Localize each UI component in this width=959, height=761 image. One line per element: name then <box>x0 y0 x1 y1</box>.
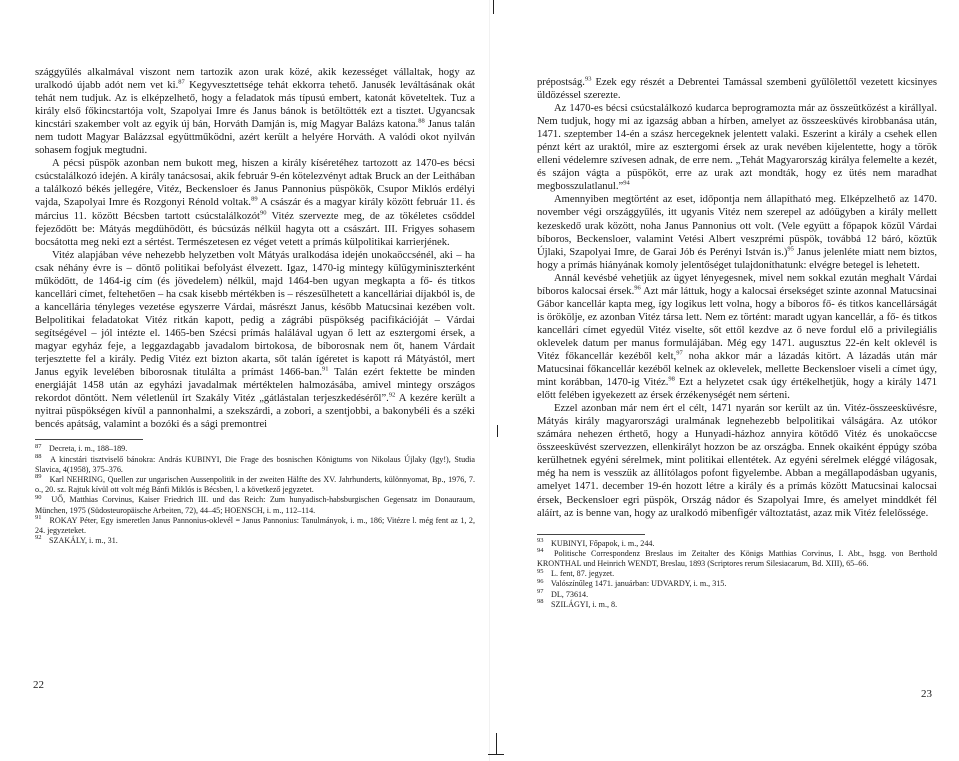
body-paragraph <box>35 157 475 248</box>
footnote-reference: 93 <box>584 75 592 83</box>
paragraph-text: Vitéz alapjában véve nehezebb helyzetben volt Mátyás uralkodása idején unokaöccsénél, aki – ha csak néhány évre is – döntő politikai befolyást élvezett. Igaz, 1470-ig mintegy külügyminiszterként működött, de 1464-ig cím (és jövedelem) nélkül, majd 1464-ben ugyan megkapta a fő- és titkos kancellári címet, feltehetően – ha csak kisebb mértékben is – részesülhetett a kancelláriai díjakból is, de a kancellária tényleges vezetése egyszerre Várdai, másrészt Janus, később Matucsinai kezében volt. Belpolitikai feladatokat Vitéz ritkán kapott, pedig a zágrábi püspökség pacifikációját – Várdai segítségével – jól intézte el. 1465-ben Szécsi prímás halálával ugyan ő lett az esztergomi érsek, a magyar egyház feje, a leggazdagabb javadalom birtokosa, de bíborosnak nem őt, hanem Várdait terjesztette fel a király. Pedig Vitéz ezt bizton akarta, sőt talán ígéretet is kapott rá Mátyástól, mert Janus egyik levelében bíborosnak titulálta a prímást 1466-ban. <box>35 249 475 379</box>
footnote-text: A kincstári tisztviselő bánokra: András KUBINYI, Die Frage des bosnischen Königtums von Nikolaus Újlaky (Igy!), Studia Slavica, 4(1958), 375–376. <box>35 454 475 474</box>
page-number-left: 22 <box>33 679 44 691</box>
paragraph-text: Az 1470-es bécsi csúcstalálkozó kudarca beprogramozta már az összeütközést a királlyal. Nem tudjuk, hogy mi az igazság abban a hírben, amelyet az összeesküvés kirobbanása után, 1471. szeptember 14-én a szász hercegeknek jelentett valaki. Eszerint a király a csehek ellen pénzt kért az uraktól, mire az esztergomi érsek az urak nevében kijelentette, hogy a török elleni védelemre szívesen adnak, de erre nem. „Tehát Magyarország királya felemelte a kezét, és szájon vágta a püspököt, erre az urak azt mondták, hogy ez ütés nem maradhat megbosszulatlanul.” <box>537 103 937 193</box>
footnote: $^{96}$ Valószínűleg 1471. januárban: UDVARDY, i. m., 315. <box>537 577 727 589</box>
left-footnotes <box>35 444 475 546</box>
footnote: $^{92}$ SZAKÁLY, i. m., 31. <box>35 534 118 546</box>
footnote-reference: 95 <box>787 245 794 253</box>
footnote-text: DL, 73614. <box>549 589 589 599</box>
scan-mark-bottom-bar <box>488 754 504 755</box>
body-paragraph <box>537 272 937 402</box>
footnote-text: Valószínűleg 1471. januárban: UDVARDY, i. m., 315. <box>549 579 727 589</box>
paragraph-text: prépostság. <box>537 77 585 88</box>
footnote-text: Karl NEHRING, Quellen zur ungarischen Aussenpolitik in der zweiten Hälfte des XV. Jahrhunderts, különnyomat, Bp., 1976, 7. o., 20. sz. Rajtuk kívül ott volt még Bánfi Miklós is Bécsben, l. a következő jegyzetet. <box>35 474 475 495</box>
footnote-text: L. fent, 87. jegyzet. <box>549 569 615 579</box>
scan-mark-bottom <box>496 733 497 755</box>
footnote-reference: 89 <box>251 195 258 203</box>
footnote: $^{87}$ Decreta, i. m., 188–189. <box>35 442 128 454</box>
footnote: $^{95}$ L. fent, 87. jegyzet. <box>537 567 615 579</box>
right-body-text <box>537 76 937 520</box>
footnote-reference: 92 <box>388 391 396 399</box>
footnote: $^{90}$ UŐ, Matthias Corvinus, Kaiser Friedrich III. und das Reich: Zum hunyadisch-habsburgischen Gegensatz im Donauraum, München, 1975 (Südosteuropäische Arbeiten, 72), 44–45; HOENSCH, i. m., 112–114. <box>35 493 475 515</box>
left-body-text <box>35 66 475 431</box>
paragraph-text: Talán ezért fektette be minden energiáját 1458 után az egyházi javadalmak mértéktelen halmozásába, amivel mintegy országos rekordot döntött. Nem véletlenül írt Szakály Vitéz „gátlástalan terjeszkedéséről”. <box>35 367 475 405</box>
footnote-text: SZILÁGYI, i. m., 8. <box>549 599 618 609</box>
left-text-column <box>35 66 475 546</box>
footnote-text: KUBINYI, Főpapok, i. m., 244. <box>549 538 655 548</box>
footnote: $^{97}$ DL, 73614. <box>537 587 589 599</box>
footnote-reference: 88 <box>418 117 425 125</box>
footnote-reference: 97 <box>676 349 683 357</box>
footnote: $^{98}$ SZILÁGYI, i. m., 8. <box>537 598 618 609</box>
body-paragraph <box>35 66 475 157</box>
right-footnotes <box>537 536 937 610</box>
footnote-reference: 90 <box>259 208 267 216</box>
footnote-reference: 87 <box>178 78 185 86</box>
paragraph-text: Amennyiben megtörtént az eset, időpontja nem állapítható meg. Elképzelhető az 1470. november végi országgyűlés, itt ugyanis Vitéz nem szerepel az adóügyben a király mellett kezeskedő urak között, noha Janus Pannonius ott volt. (Vele együtt a főpapok közül Várdai bíboros, Beckensloer, valamint Vetési Albert veszprémi püspök, továbbá 12 báró, köztük Újlaki, Szapolyai Imre, de Garai Jób és Perényi István is.) <box>537 194 937 258</box>
paragraph-text: Kegyvesztettsége tehát ekkorra tehető. Janusék leváltásának okát tehát nem tudjuk. Az is elképzelhető, hogy a feladatok más típusú embert, katonát követeltek. Tuz a király első főkincstartója volt, Szapolyai Imre és Janus bánok is betöltötték ezt a tisztet. Ugyancsak kincstári szakember volt az egyik új bán, Horváth Damján is, míg Magyar Balázs katona. <box>35 80 475 131</box>
paragraph-text: Ezt a helyzetet csak úgy értékelhetjük, hogy a király 1471 előtt felében igyekezett az érsek érzékenységét nem sérteni. <box>537 377 937 402</box>
paragraph-text: Janus jelenléte miatt nem biztos, hogy a prímás hiányának komoly jelentőséget tulajdoníthatunk: elvégre betegel is lehetett. <box>537 246 937 271</box>
page-gutter <box>489 0 490 761</box>
footnote: $^{89}$ Karl NEHRING, Quellen zur ungarischen Aussenpolitik in der zweiten Hälfte des XV. Jahrhunderts, különnyomat, Bp., 1976, 7. o., 20. sz. Rajtuk kívül ott volt még Bánfi Miklós is Bécsben, l. a következő jegyzetet. <box>35 473 475 495</box>
paragraph-text: noha akkor már a lázadás kitört. A lázadás után már Matucsinai főkancellár kezéből kelnek az oklevelek, mellette Beckensloer viseli a címet úgy, mint korábban, 1470-ig Vitéz. <box>537 350 937 389</box>
paragraph-text: szággyűlés alkalmával viszont nem tartozik azon urak közé, akik kezességet vállaltak, hogy az uralkodó újabb adót nem vet ki. <box>35 67 475 92</box>
body-paragraph <box>537 402 937 519</box>
paragraph-text: Azt már láttuk, hogy a kalocsai érsekséget szinte azonnal Matucsinai Gábor kancellár kapta meg, így logikus lett volna, hogy a bíboros fő- és titkos kancellárságát is örökölje, ez azonban Vitéz társa lett. Nem ez történt: maradt ugyan kancellár, a fő- és titkos kancellári címet egyedül Vitéz viselte, sőt ettől kezdve az ő neve fordul elő a privilegiális oklevelek datum per manus formulájában. Még egy 1471. augusztus 22-én kelt oklevél is Vitéz főkancellár kezéből kelt, <box>537 285 937 362</box>
body-paragraph <box>537 102 937 193</box>
paragraph-text: Ezek egy részét a Debrentei Tamással szembeni gyűlölettől vezetett kicsinyes üldözéssel szerezte. <box>537 77 937 102</box>
footnote-text: SZAKÁLY, i. m., 31. <box>47 536 118 546</box>
scan-mark-middle <box>497 425 498 437</box>
paragraph-text: Vitéz szervezte meg, de az tökéletes csőddel fejeződött be: Mátyás megdühödött, és búcsúzás nélkül hagyta ott a császárt. III. Frigyes sohasem bocsátotta meg neki ezt a sértést. Természetesen ez véget vetett a prímás külpolitikai karrierjének. <box>35 210 475 248</box>
footnote: $^{93}$ KUBINYI, Főpapok, i. m., 244. <box>537 536 655 548</box>
page-number-right: 23 <box>921 688 932 700</box>
paragraph-text: Annál kevésbé vehetjük az ügyet lényegesnek, mivel nem sokkal ezután meghalt Várdai bíboros kalocsai érsek. <box>537 272 937 297</box>
footnote-text: UŐ, Matthias Corvinus, Kaiser Friedrich III. und das Reich: Zum hunyadisch-habsburgischen Gegensatz im Donauraum, München, 1975 (Südosteuropäische Arbeiten, 72), 44–45; HOENSCH, i. m., 112–114. <box>35 495 475 515</box>
paragraph-text: Janus talán nem tudott Magyar Balázzsal együttműködni, azért került a helyére Horváth. A valódi okot nyilván sohasem fogjuk megtudni. <box>35 119 475 157</box>
body-paragraph <box>537 76 937 102</box>
footnote-text: ROKAY Péter, Egy ismeretlen Janus Pannonius-oklevél = Janus Pannonius: Tanulmányok, i. m., 186; Vitézre l. még fent az 1, 2, 24. jegyzeteket. <box>35 515 475 535</box>
body-paragraph <box>537 193 937 271</box>
paragraph-text: A pécsi püspök azonban nem bukott meg, hiszen a király kíséretéhez tartozott az 1470-es bécsi csúcstalálkozó idején. A király tanácsosai, akik február 9-én kötelezvényt adtak Bruck an der Leithában a találkozó békés jellegére, Vitéz, Beckensloer és Janus Pannonius püspökök, Csupor Miklós erdélyi vajda, Szapolyai Imre és Rozgonyi Rénold voltak. <box>35 158 475 209</box>
body-paragraph <box>35 249 475 432</box>
footnote-text: Decreta, i. m., 188–189. <box>47 444 128 454</box>
footnote-reference: 94 <box>623 179 630 187</box>
paragraph-text: A kezére került a nyitrai püspökségen kívül a pannonhalmi, a szekszárdi, a zobori, a szentjobbi, a bakonybéli és a széki bencés apátság, valamint a bozóki és a sági premontrei <box>35 393 476 431</box>
footnote: $^{91}$ ROKAY Péter, Egy ismeretlen Janus Pannonius-oklevél = Janus Pannonius: Tanulmányok, i. m., 186; Vitézre l. még fent az 1, 2, 24. jegyzeteket. <box>35 514 475 535</box>
footnote: $^{94}$ Politische Correspondenz Breslaus im Zeitalter des Königs Matthias Corvinus, I. Abt., hsgg. von Berthold KRONTHAL und Heinrich WENDT, Breslau, 1893 (Scriptores rerum Silesiacarum, Bd. XIII), 65–66. <box>537 547 937 568</box>
footnote-reference: 91 <box>322 365 329 373</box>
footnote: $^{88}$ A kincstári tisztviselő bánokra: András KUBINYI, Die Frage des bosnischen Königtums von Nikolaus Újlaky (Igy!), Studia Slavica, 4(1958), 375–376. <box>35 452 475 474</box>
scan-mark-top <box>493 0 494 14</box>
right-text-column <box>537 76 937 610</box>
footnote-reference: 98 <box>668 375 675 383</box>
footnote-divider <box>35 439 143 440</box>
footnote-divider <box>537 534 645 535</box>
footnote-text: Politische Correspondenz Breslaus im Zeitalter des Königs Matthias Corvinus, I. Abt., hsgg. von Berthold KRONTHAL und Heinrich WENDT, Breslau, 1893 (Scriptores rerum Silesiacarum, Bd. XIII), 65–66. <box>537 548 937 568</box>
paragraph-text: A császár és a magyar király között február 11. és március 11. között Bécsben tartott csúcstalálkozót <box>35 197 475 222</box>
footnote-reference: 96 <box>634 284 641 292</box>
paragraph-text: Ezzel azonban már nem ért el célt, 1471 nyarán sor került az ún. Vitéz-összeesküvésre, Mátyás király magyarországi uralmának legnehezebb belpolitikai válságára. Az utókor számára nehezen érthető, hogy a Hunyadi-házhoz annyira kötődő Vitéz és unokaöccse összeesküvést szervezzen, ellenkirályt hozzon be az országba. Ennek okaiként éppúgy szóba kerülhetnek egyéni sérelmek, mint politikai ellentétek. Az egyéni sérelmek eléggé világosak, még ha nem is vesszük az állítólagos pofont figyelembe. Abban a megállapodásban ugyanis, amelyet 1471. december 19-én hozott létre a király és a prímás között Matucsinai kalocsai érsek, Beckensloer egri püspök, Ország nádor és Szapolyai Imre, és amelyet minddkét fél aláírt, az is benne van, hogy az uralkodó mibenfigér változtatást, azaz mik Vitéz felelőssége. <box>537 403 937 519</box>
